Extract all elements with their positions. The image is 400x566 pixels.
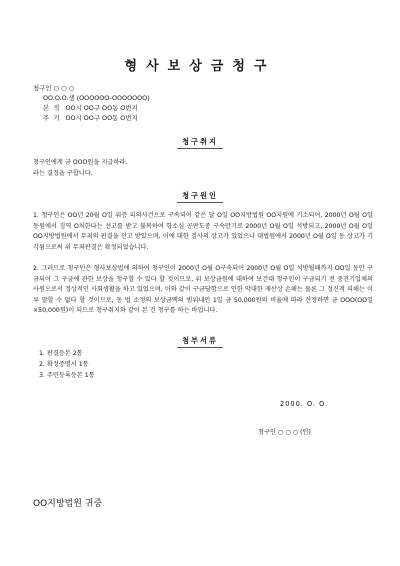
party-info (33, 83, 150, 123)
section-heading-cause-text: 청구원인 (182, 191, 218, 200)
section-heading-attachments (0, 336, 400, 346)
purpose-line-2: 라는 결정을 구합니다. (33, 169, 93, 177)
attachment-item: 2. 확정증명서 1통 (39, 361, 89, 368)
purpose-text (33, 158, 373, 179)
cause-paragraph-1: 1. 청구인은 OO년 20월 O일 위증 피의사건으로 구속되어 같은 달 O일 OO지방법원 OO지원에 기소되어, 2000년 O월 O일 동원에서 징역 O처한다는 선고를 받고 불복하여 항소심 공판도중 구속만기로 2000년 O월 O일 석방되고, 2000년 O월 O일 OO지방법원에서 무죄의 판결을 선고 받았으며, 이에 대한 검사의 상고가 있었으나 대법원에서 2000년 O월 O일 동 상고가 기각됨으로써 위 무죄판결은 확정되었습니다. (33, 212, 373, 251)
section-heading-cause (0, 191, 400, 201)
claimant-signature: 청구인 ○ ○ ○ (인) (258, 429, 311, 436)
section-heading-attachments-text: 첨부서류 (182, 336, 218, 345)
attachment-list (39, 348, 95, 381)
court-addressee: OO지방법원 귀중 (33, 499, 103, 509)
claimant-label: 청구인 (33, 84, 52, 92)
heading-underline (177, 148, 223, 149)
claimant-address: 주 거 OO시 OO구 OO동 O번지 (43, 114, 138, 122)
claimant-name: ○ ○ ○ (53, 84, 75, 92)
heading-underline (177, 202, 223, 203)
document-title: 형사보상금청구 (124, 59, 276, 74)
section-heading-purpose-text: 청구취지 (182, 137, 218, 146)
purpose-line-1: 청구인에게 금 OOO원을 지급하라. (33, 159, 128, 166)
heading-underline (177, 347, 223, 348)
section-heading-purpose (0, 137, 400, 147)
attachment-item: 1. 판결등본 2통 (39, 350, 83, 357)
filing-date: 2000. O. O. (280, 400, 329, 408)
cause-paragraph-2: 2. 그러므로 청구인은 형사보상법에 의하여 청구인이 2000년 O월 O구속되어 2000년 O월 O일 석방될때까지 OO일 동안 구금되어 그 구금에 관한 보상을 청구할 수 있다 할 것이므로, 위 보상금원에 대하여 보건대 청구인이 구금되기 전 중견기업체의 사원으로서 정상적인 사회생활을 하고 있었으며, 이와 같이 구금당함으로 인한 막대한 재산상 손해는 물론 그 정신적 피해는 이루 말할 수 없다 할 것이므로, 동 법 소정의 보상금액의 범위내인 1일 금 50,000원의 비율에 따라 산정하면 금 OOO(OO일×50,000원)이 되므로 청구취지와 같이 본 건 청구를 하는 바입니다. (33, 265, 373, 314)
claimant-domicile: 본 적 OO시 OO구 OO동 O번지 (43, 104, 138, 112)
claimant-row (33, 83, 150, 93)
attachment-item: 3. 주민등록등본 1통 (39, 372, 95, 379)
claimant-birth: OO.O.O.생 (OOOOOO-OOOOOOO) (43, 94, 150, 102)
